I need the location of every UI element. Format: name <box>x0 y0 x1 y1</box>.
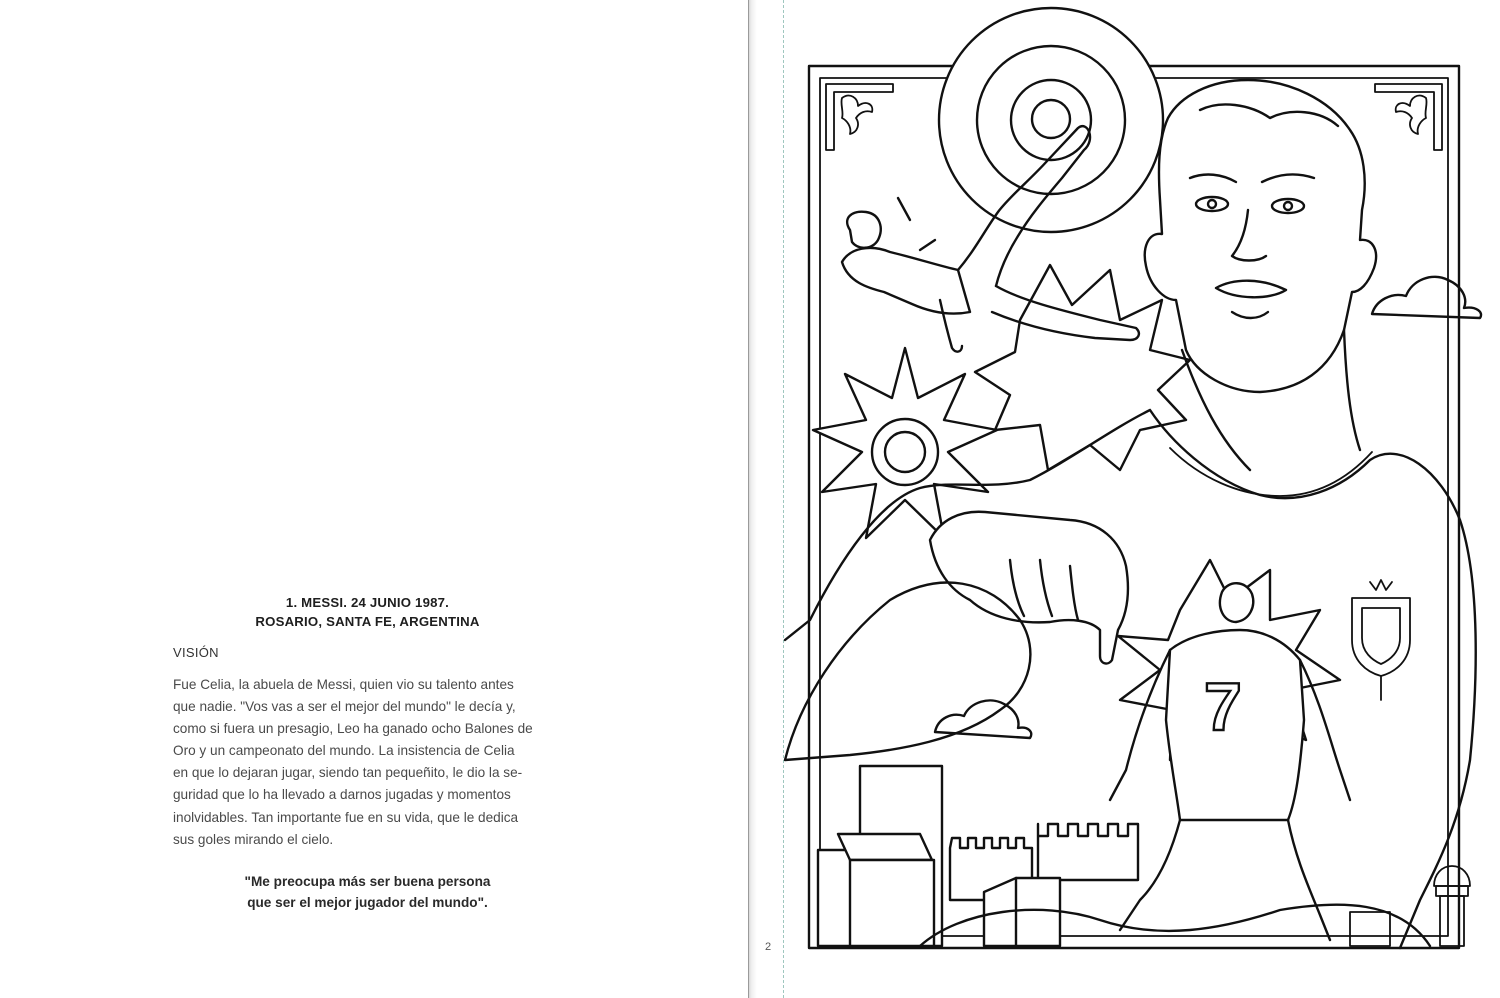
city-buildings <box>818 766 1430 946</box>
ball-target-circles <box>939 8 1163 232</box>
corner-ornament-top-right <box>1375 84 1442 150</box>
jersey-collar <box>1170 448 1372 496</box>
body-line: Fue Celia, la abuela de Messi, quien vio su talento antes <box>173 677 514 692</box>
section-title: VISIÓN <box>173 645 219 660</box>
quote-line-1: "Me preocupa más ser buena persona <box>244 873 491 889</box>
body-line: que nadie. "Vos vas a ser el mejor del mundo" le decía y, <box>173 699 516 715</box>
body-line: inolvidables. Tan importante fue en su vida, que le dedica <box>173 809 519 825</box>
quote-line-2: que ser el mejor jugador del mundo". <box>247 894 488 910</box>
star-burst-sun <box>813 348 997 538</box>
body-line: Oro y un campeonato del mundo. La insistencia de Celia <box>173 743 515 759</box>
cloud-center <box>935 700 1031 738</box>
lightning-burst <box>975 265 1190 470</box>
body-line: guridad que lo ha llevado a darnos jugadas y momentos <box>173 787 511 803</box>
corner-ornament-top-left <box>826 84 893 150</box>
jersey-number-7: 7 <box>1204 669 1242 745</box>
domed-tower <box>1350 866 1470 946</box>
page-number: 2 <box>765 941 772 953</box>
body-line: sus goles mirando el cielo. <box>173 831 334 847</box>
cloud-right <box>1372 277 1481 318</box>
chapter-heading-line-2: ROSARIO, SANTA FE, ARGENTINA <box>255 614 480 629</box>
jersey-seven-player <box>1110 583 1350 940</box>
chapter-heading-line-1: 1. MESSI. 24 JUNIO 1987. <box>285 595 450 610</box>
team-crest-icon <box>1352 580 1410 700</box>
body-line: en que lo dejaran jugar, siendo tan pequeñito, le dio la se- <box>173 765 523 781</box>
body-line: como si fuera un presagio, Leo ha ganado ocho Balones de <box>173 721 533 737</box>
